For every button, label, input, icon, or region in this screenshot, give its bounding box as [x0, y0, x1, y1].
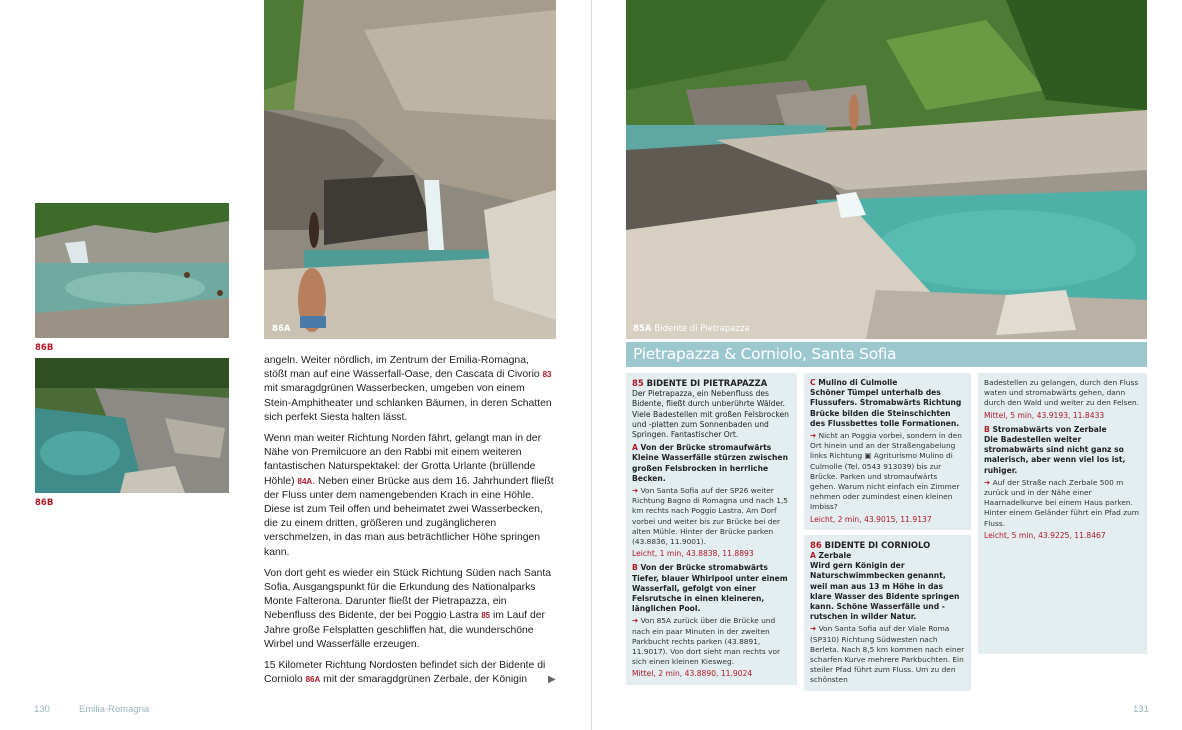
difficulty-coords: Mittel, 2 min, 43.8890, 11.9024	[632, 669, 753, 679]
difficulty-coords: Leicht, 5 min, 43.9225, 11.8467	[984, 530, 1106, 540]
spot-heading-85: 85 BIDENTE DI PIETRAPAZZA	[632, 378, 768, 388]
photo-86a	[264, 0, 556, 339]
paragraph-3: Von dort geht es wieder ein Stück Richtung Süden nach Santa Sofia, Ausgangspunkt für die Erkundung des Nationalparks Monte Falterona. Darunter fließt der Pietrapazza, ein Nebenfluss des Bidente, der bei Poggio Lastra 85 im Lauf der Jahre große Felsplatten geschliffen hat, die wunderschöne Wirbel und Wasserfälle erzeugen.	[264, 567, 552, 650]
page-fold-divider	[591, 0, 592, 730]
caption-85a-label: Bidente di Pietrapazza	[654, 324, 750, 334]
info-box-85c	[804, 373, 971, 530]
sub-description: Die Badestellen weiter stromabwärts sind nicht ganz so malerisch, aber wenn viel los ist, ruhiger.	[984, 435, 1126, 475]
directions: ➔ Von 85A zurück über die Brücke und nach ein paar Minuten in der zweiten Parkbucht rechts parken (43.8891, 11.9017). Von dort sieht man rechts vor sich einen kleinen Kiesweg.	[632, 616, 781, 667]
arrow-icon: ➔	[632, 486, 639, 496]
spot-heading-86: 86 BIDENTE DI CORNIOLO	[810, 539, 931, 550]
arrow-icon: ➔	[810, 431, 817, 441]
info-box-86-cont	[978, 373, 1147, 654]
continue-arrow-icon: ▶	[548, 674, 556, 685]
ref-marker: 83	[542, 370, 552, 380]
difficulty-coords: Leicht, 1 min, 43.8838, 11.8893	[632, 549, 754, 559]
difficulty-coords: Leicht, 2 min, 43.9015, 11.9137	[810, 514, 932, 524]
directions: ➔ Von Santa Sofia auf der Viale Roma (SP310) Richtung Südwesten nach Berleta. Nach 8,5 km kommen nach einer scharfen Kurve mehrere Parkbuchten. Ein steiler Pfad führt zum Fluss. Um zu den schönsten	[810, 624, 965, 685]
photo-86b-top	[35, 203, 229, 338]
caption-86b-top: 86B	[35, 343, 54, 353]
info-box-85	[626, 373, 797, 685]
photo-86b-bottom	[35, 358, 229, 493]
sub-description: Wird gern Königin der Naturschwimmbecken genannt, weil man aus 13 m Höhe in das klare Wasser des Bidente springen kann. Schöne Wasserfälle und -rutschen in wilder Natur.	[810, 561, 960, 622]
photo-85a	[626, 0, 1147, 339]
ref-marker: 84A	[297, 476, 313, 486]
paragraph-1: angeln. Weiter nördlich, im Zentrum der Emilia-Romagna, stößt man auf eine Wasserfall-Oase, den Cascata di Civorio 83 mit smaragdgrünen Wasserbecken, umgeben von einem Stein-Amphitheater und schlanken Bäumen, in deren Schatten sich perfekt Siesta halten lässt.	[264, 355, 552, 423]
directions-continued: Badestellen zu gelangen, durch den Fluss waten und stromabwärts gehen, dann durch den Wald und weiter zu den Felsen.	[984, 378, 1140, 408]
column-3	[978, 373, 1147, 654]
sub-heading-86a: A Zerbale	[810, 551, 852, 561]
page-number-left: 130	[34, 704, 50, 715]
ref-marker: 86A	[305, 675, 321, 685]
section-banner: Pietrapazza & Corniolo, Santa Sofia	[626, 342, 1147, 367]
info-box-86	[804, 535, 971, 691]
sub-heading-85a: A Von der Brücke stromaufwärts	[632, 443, 772, 453]
column-1	[626, 373, 797, 685]
paragraph-4: 15 Kilometer Richtung Nordosten befindet sich der Bidente di Corniolo 86A mit der smaragdgrünen Zerbale, der Königin	[264, 660, 546, 686]
sub-heading-86b: B Stromabwärts von Zerbale	[984, 424, 1107, 434]
difficulty-coords: Mittel, 5 min, 43.9193, 11.8433	[984, 410, 1105, 420]
sub-description: Schöner Tümpel unterhalb des Flussufers. Stromabwärts Richtung Brücke bilden die Steinschichten des Flussbettes tolle Formationen.	[810, 388, 962, 428]
directions: ➔ Von Santa Sofia auf der SP26 weiter Richtung Bagno di Romagna und nach 1,5 km rechts nach Poggio Lastra. Am Dorf vorbei und weiter bis zur Brücke bei der alten Mühle. Hinter der Brücke parken (43.8836, 11.9001).	[632, 486, 788, 547]
arrow-icon: ➔	[632, 616, 639, 626]
paragraph-2: Wenn man weiter Richtung Norden fährt, gelangt man in der Nähe von Premilcuore an den Rabbi mit einem weiteren fantastischen Naturspektakel: der Grotta Urlante (brüllende Höhle) 84A. Neben einer Brücke aus dem 16. Jahrhundert fließt der Fluss unter dem namengebenden Krach in eine Höhle. Diese ist zum Teil offen und beheimatet zwei Wasserbecken, die zu einem dritten, größeren und zugänglicheren verschmelzen, in das man aus beträchtlicher Höhe springen kann.	[264, 433, 554, 558]
caption-85a-ref: 85A	[633, 324, 652, 334]
sub-heading-85c: C Mulino di Culmolle	[810, 378, 898, 387]
caption-86a: 86A	[272, 324, 291, 334]
spot-intro: Der Pietrapazza, ein Nebenfluss des Bidente, fließt durch unberührte Wälder. Viele Badestellen mit großen Felsbrocken und -platten zum Sonnenbaden und Springen. Fantastischer Ort.	[632, 389, 789, 440]
sub-description: Kleine Wasserfälle stürzen zwischen großen Felsbrocken in herrliche Becken.	[632, 453, 788, 483]
page-number-right: 131	[1133, 704, 1149, 715]
column-2	[804, 373, 971, 691]
caption-86b-bottom: 86B	[35, 498, 54, 508]
article-body	[264, 354, 554, 694]
sub-heading-85b: B Von der Brücke stromabwärts	[632, 563, 768, 573]
directions: ➔ Auf der Straße nach Zerbale 500 m zurück und in der Nähe einer Haarnadelkurve bei einem Haus parken. Hinter einem Geländer führt ein Pfad zum Fluss.	[984, 477, 1139, 528]
section-title: Emilia-Romagna	[79, 704, 150, 715]
caption-85a	[633, 324, 750, 334]
sub-description: Tiefer, blauer Whirlpool unter einem Wasserfall, gefolgt von einer Felsrutsche in einen kleineren, länglichen Pool.	[632, 573, 788, 614]
arrow-icon: ➔	[984, 477, 991, 487]
directions: ➔ Nicht an Poggia vorbei, sondern in den Ort hinein und an der Straßengabelung links Richtung ▣ Agriturismo Mulino di Culmolle (Tel. 0543 913039) bis zur Brücke. Parken und stromaufwärts gehen. Warum nicht einfach ein Zimmer nehmen oder zumindest einen kleinen Imbiss?	[810, 431, 962, 512]
arrow-icon: ➔	[810, 624, 817, 634]
ref-marker: 85	[481, 611, 491, 621]
